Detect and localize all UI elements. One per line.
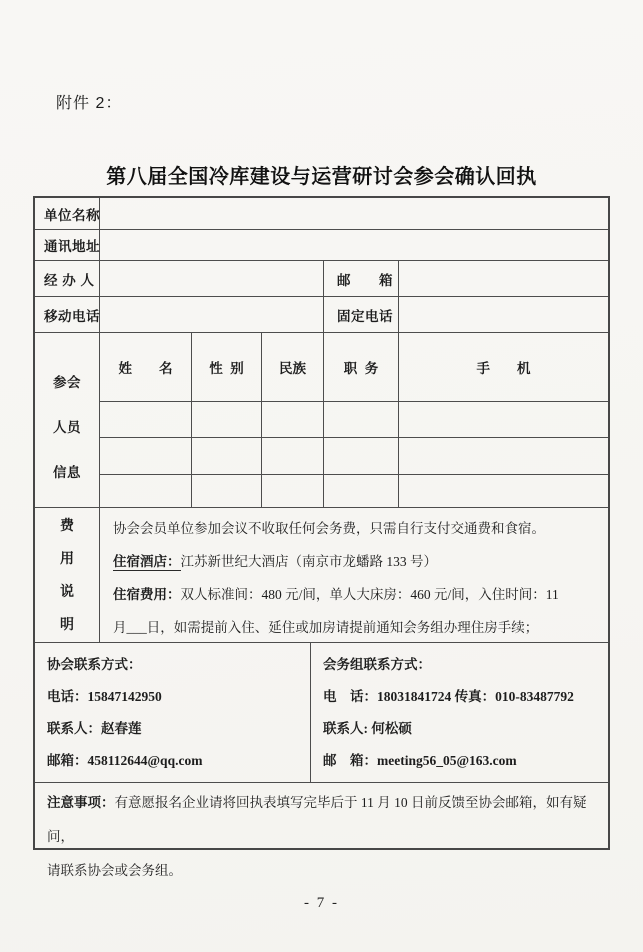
organizer-person: 联系人: 何松硕 xyxy=(323,721,412,736)
address-label: 通讯地址 xyxy=(35,230,100,260)
notes-text: 有意愿报名企业请将回执表填写完毕后于 11 月 10 日前反馈至协会邮箱，如有疑问， xyxy=(47,795,587,844)
hotel-cost-label: 住宿费用： xyxy=(113,587,181,602)
ethnicity-field xyxy=(262,475,324,507)
handler-label: 经 办 人 xyxy=(35,261,100,296)
organizer-contact-block xyxy=(311,643,608,782)
hotel-cost-value: 双人标准间：480 元/间，单人大床房：460 元/间，入住时间：11 xyxy=(180,587,559,602)
gender-field xyxy=(192,475,262,507)
association-email: 邮箱：458112644@qq.com xyxy=(47,753,203,768)
unit-name-label: 单位名称 xyxy=(35,198,100,229)
email-field xyxy=(399,261,608,296)
attachment-label: 附件 2： xyxy=(56,95,123,112)
participants-header-row xyxy=(100,333,608,402)
fee-section-body xyxy=(100,508,608,642)
notes-line xyxy=(47,786,596,854)
position-field xyxy=(324,438,399,474)
col-header-gender: 性 别 xyxy=(192,333,262,401)
col-header-position: 职 务 xyxy=(324,333,399,401)
association-phone: 电话：15847142950 xyxy=(47,689,162,704)
position-field xyxy=(324,475,399,507)
organizer-email: 邮 箱：meeting56_05@163.com xyxy=(323,753,517,768)
association-person: 联系人：赵春莲 xyxy=(47,721,142,736)
organizer-contact-heading: 会务组联系方式： xyxy=(323,657,431,672)
hotel-cost-line xyxy=(113,578,598,611)
phone-field xyxy=(399,475,608,507)
participant-empty-row xyxy=(100,402,608,438)
participants-label-line: 人员 xyxy=(53,419,81,435)
email-label: 邮 箱 xyxy=(324,261,399,296)
participants-label-line: 参会 xyxy=(53,374,81,390)
mobile-field xyxy=(100,297,324,332)
notes-line: 请联系协会或会务组。 xyxy=(47,863,182,878)
fee-label-char: 用 xyxy=(60,550,74,566)
col-header-phone: 手 机 xyxy=(476,361,531,376)
table-row xyxy=(35,297,608,333)
fee-label-char: 明 xyxy=(60,616,74,632)
fee-label-char: 说 xyxy=(60,583,74,599)
registration-form-table xyxy=(33,196,610,878)
ethnicity-field xyxy=(262,438,324,474)
phone-field xyxy=(399,438,608,474)
association-contact-heading: 协会联系方式： xyxy=(47,657,142,672)
notes-body xyxy=(35,783,608,878)
participants-section-label xyxy=(35,333,100,507)
position-field xyxy=(324,402,399,437)
participant-empty-row xyxy=(100,475,608,507)
table-row xyxy=(35,198,608,230)
association-contact-block xyxy=(35,643,311,782)
landline-label: 固定电话 xyxy=(324,297,399,332)
name-field xyxy=(100,402,192,437)
col-header-ethnicity: 民族 xyxy=(262,333,324,401)
unit-name-field xyxy=(100,198,608,229)
phone-field xyxy=(399,402,608,437)
participants-label-line: 信息 xyxy=(53,464,81,480)
page-title: 第八届全国冷库建设与运营研讨会参会确认回执 xyxy=(106,166,537,188)
landline-field xyxy=(399,297,608,332)
fee-section xyxy=(35,508,608,643)
col-header-name: 姓 名 xyxy=(100,333,192,401)
hotel-line xyxy=(113,545,598,578)
participants-section xyxy=(35,333,608,508)
fee-section-label xyxy=(35,508,100,642)
contacts-section xyxy=(35,643,608,783)
checkin-line: 月___日，如需提前入住、延住或加房请提前通知会务组办理住房手续； xyxy=(113,620,539,635)
hotel-value: 江苏新世纪大酒店（南京市龙蟠路 133 号） xyxy=(180,554,437,569)
organizer-phone-fax: 电 话：18031841724 传真：010-83487792 xyxy=(323,689,574,704)
name-field xyxy=(100,475,192,507)
notes-section xyxy=(35,783,608,878)
hotel-label: 住宿酒店： xyxy=(113,554,181,569)
gender-field xyxy=(192,402,262,437)
participant-empty-row xyxy=(100,438,608,475)
address-field xyxy=(100,230,608,260)
name-field xyxy=(100,438,192,474)
notes-label: 注意事项： xyxy=(47,795,115,810)
fee-label-char: 费 xyxy=(60,517,74,533)
table-row xyxy=(35,230,608,261)
fee-policy-line: 协会会员单位参加会议不收取任何会务费，只需自行支付交通费和食宿。 xyxy=(113,521,545,536)
gender-field xyxy=(192,438,262,474)
table-row xyxy=(35,261,608,297)
participants-grid xyxy=(100,333,608,507)
mobile-label: 移动电话 xyxy=(35,297,100,332)
handler-field xyxy=(100,261,324,296)
page-number: - 7 - xyxy=(304,895,339,911)
ethnicity-field xyxy=(262,402,324,437)
